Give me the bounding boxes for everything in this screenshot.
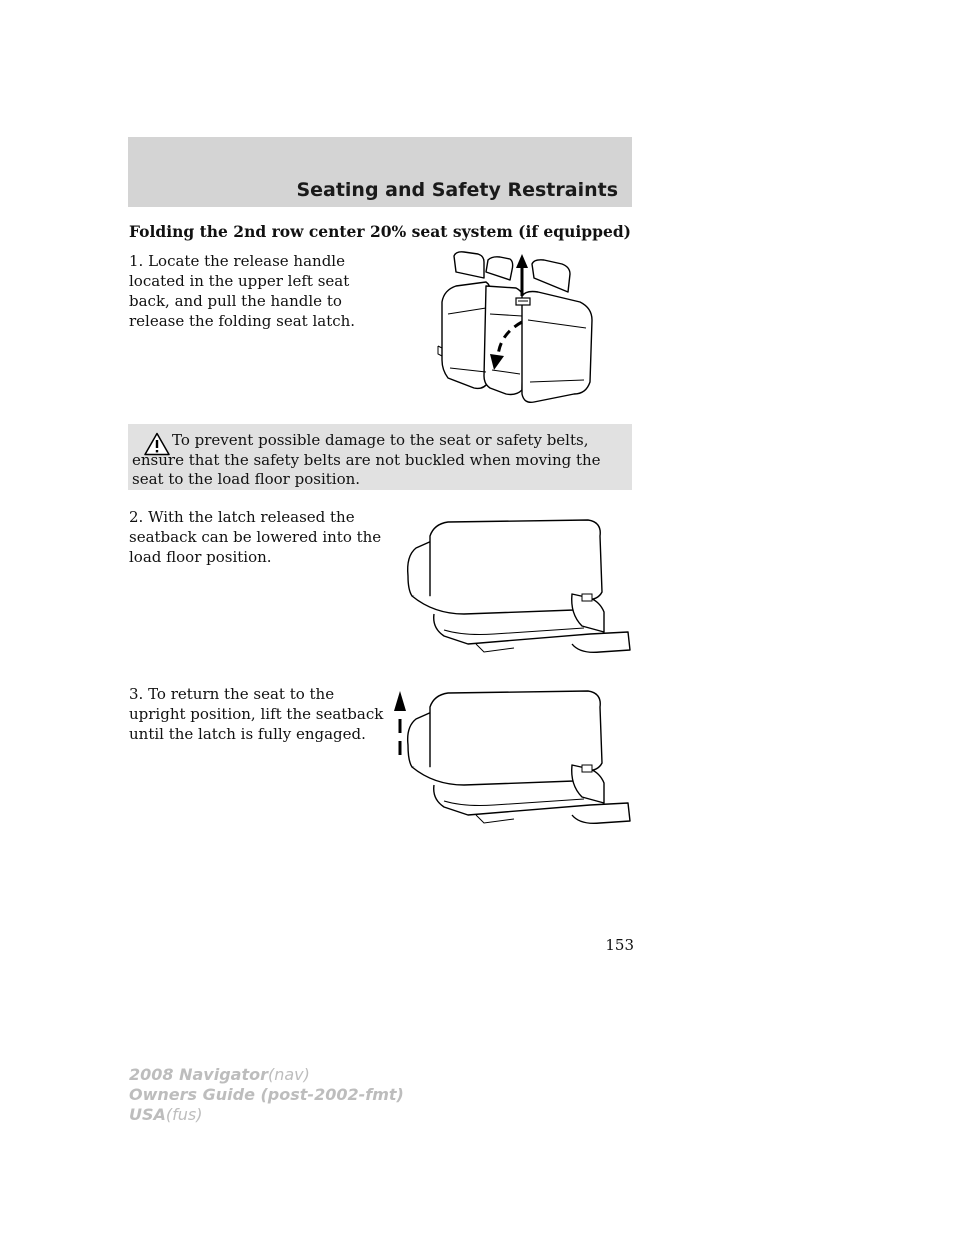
footer-market: USA <box>129 1105 166 1124</box>
footer-model-code: (nav) <box>267 1065 310 1084</box>
page-header-title: Seating and Safety Restraints <box>296 179 618 201</box>
footer-model: 2008 Navigator <box>129 1065 268 1084</box>
footer-line-3 <box>129 1105 404 1125</box>
page-header-band <box>128 137 632 207</box>
step-3-text: 3. To return the seat to the upright position, lift the seatback until the latch is fully engaged. <box>129 685 384 743</box>
footer-line-2: Owners Guide (post-2002-fmt) <box>129 1085 404 1104</box>
footer-line-1 <box>129 1065 404 1085</box>
step-2-text: 2. With the latch released the seatback can be lowered into the load floor position. <box>129 508 382 566</box>
warning-box <box>128 424 632 490</box>
seat-upright-illustration <box>392 687 636 837</box>
step-1-text: 1. Locate the release handle located in the upper left seat back, and pull the handle to release the folding seat latch. <box>129 252 356 330</box>
seat-release-illustration <box>434 250 599 410</box>
page-number: 153 <box>605 936 634 954</box>
section-heading: Folding the 2nd row center 20% seat system (if equipped) <box>129 222 631 241</box>
footer-market-code: (fus) <box>165 1105 203 1124</box>
document-footer <box>129 1065 404 1125</box>
warning-text: To prevent possible damage to the seat or safety belts, ensure that the safety belts are not buckled when moving the seat to the load floor position. <box>132 431 601 488</box>
seat-lowered-illustration <box>404 516 636 666</box>
